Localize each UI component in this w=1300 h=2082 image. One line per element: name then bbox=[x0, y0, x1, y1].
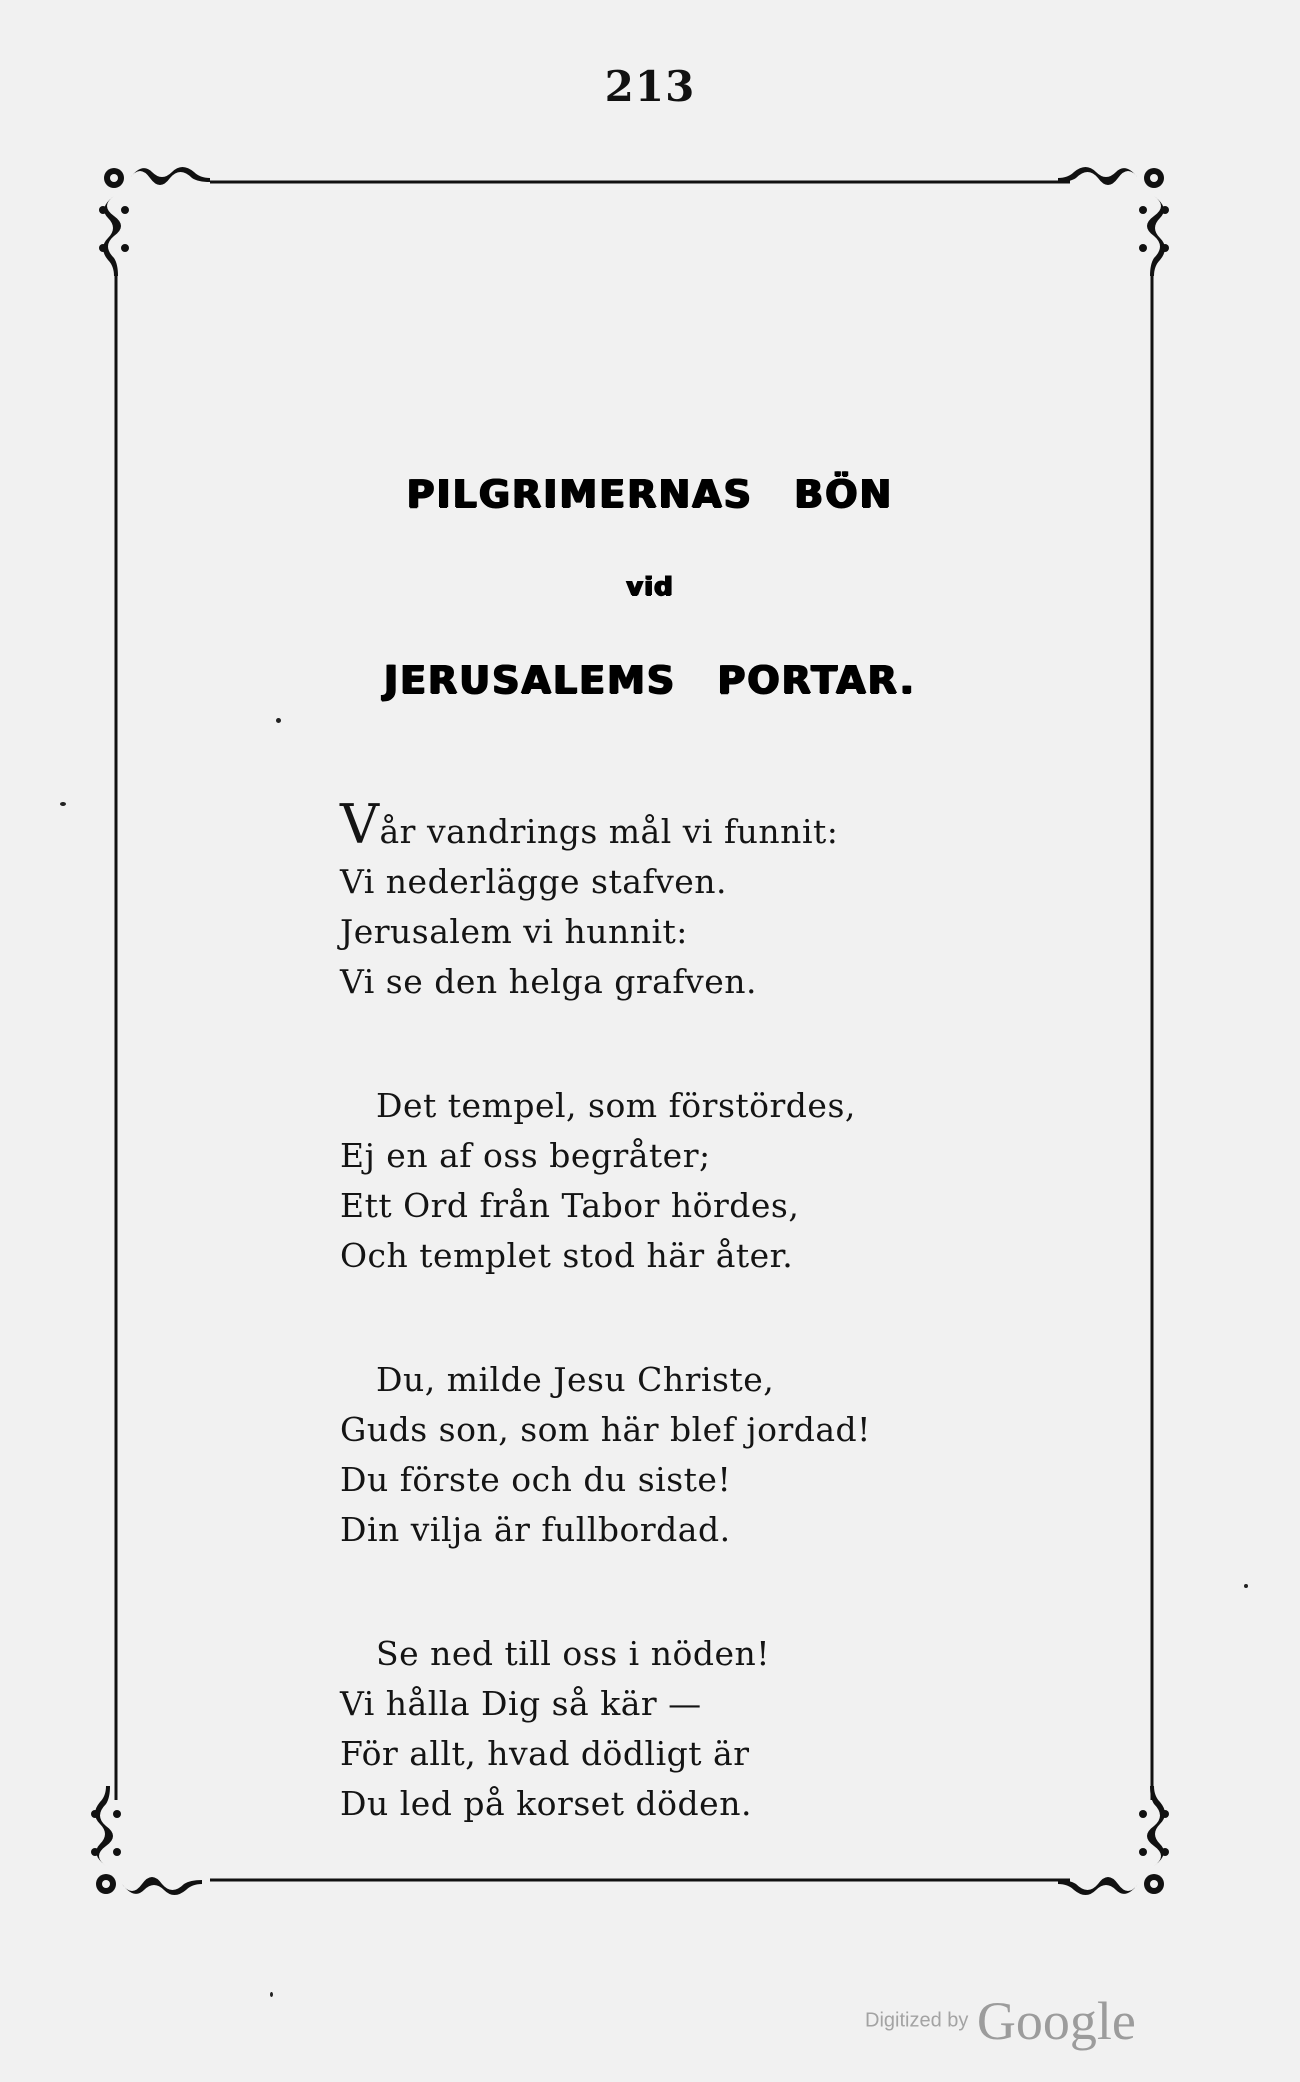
stanza bbox=[340, 1355, 1040, 1555]
stanza bbox=[340, 793, 1040, 1007]
title-line-2: vid bbox=[626, 572, 674, 602]
stanza bbox=[340, 1081, 1040, 1281]
google-watermark bbox=[865, 1990, 1136, 2052]
poem-line: Vi hålla Dig så kär — bbox=[340, 1684, 702, 1723]
poem-line: Du, milde Jesu Christe, bbox=[376, 1360, 775, 1399]
corner-ornament-icon bbox=[1058, 1786, 1169, 1895]
corner-ornament-icon bbox=[1058, 167, 1169, 276]
poem-line: Guds son, som här blef jordad! bbox=[340, 1410, 871, 1449]
poem-body bbox=[340, 793, 1040, 1903]
poem-line: Det tempel, som förstördes, bbox=[376, 1086, 856, 1125]
poem-line: Du förste och du siste! bbox=[340, 1460, 732, 1499]
poem-line: För allt, hvad dödligt är bbox=[340, 1734, 750, 1773]
watermark-prefix: Digitized by bbox=[865, 2009, 969, 2032]
poem-line: Ej en af oss begråter; bbox=[340, 1136, 711, 1175]
google-logo: Google bbox=[976, 1991, 1136, 2051]
page-number: 213 bbox=[604, 62, 696, 111]
poem-line: Vi se den helga grafven. bbox=[340, 962, 757, 1001]
poem-line: Jerusalem vi hunnit: bbox=[340, 912, 688, 951]
ink-speck bbox=[60, 802, 66, 806]
poem-line: Se ned till oss i nöden! bbox=[376, 1634, 770, 1673]
ink-speck bbox=[270, 1992, 273, 1997]
drop-cap: V bbox=[340, 793, 380, 856]
poem-line: Din vilja är fullbordad. bbox=[340, 1510, 731, 1549]
poem-line: Du led på korset döden. bbox=[340, 1784, 752, 1823]
poem-line bbox=[340, 793, 1040, 857]
poem-line: Och templet stod här åter. bbox=[340, 1236, 794, 1275]
ink-speck bbox=[1244, 1584, 1248, 1588]
corner-ornament-icon bbox=[91, 1786, 202, 1895]
ink-speck bbox=[276, 718, 281, 723]
title-line-1: PILGRIMERNAS BÖN bbox=[406, 472, 894, 516]
corner-ornament-icon bbox=[99, 167, 210, 276]
poem-line: Ett Ord från Tabor hördes, bbox=[340, 1186, 800, 1225]
poem-line-text: år vandrings mål vi funnit: bbox=[379, 812, 839, 851]
poem-line: Vi nederlägge stafven. bbox=[340, 862, 728, 901]
title-line-3: JERUSALEMS PORTAR. bbox=[383, 658, 917, 702]
stanza bbox=[340, 1629, 1040, 1829]
